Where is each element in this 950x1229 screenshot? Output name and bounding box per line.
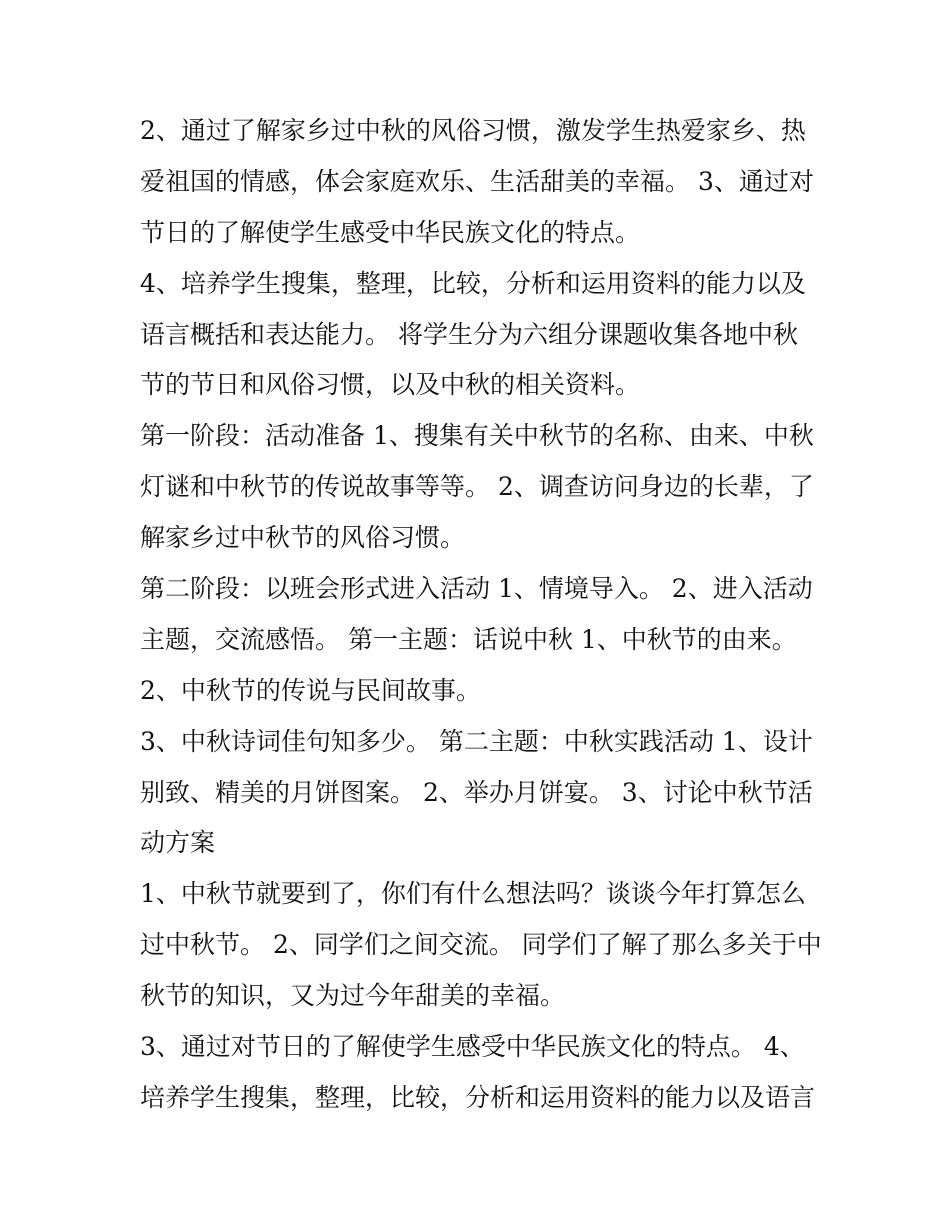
text-line: 3、通过对节日的了解使学生感受中华民族文化的特点。 4、: [140, 1032, 805, 1062]
text-line: 解家乡过中秋节的风俗习惯。: [140, 523, 466, 553]
paragraph-7: [140, 869, 820, 1022]
text-line: 动方案: [140, 828, 216, 858]
paragraph-6: [140, 717, 820, 870]
text-line: 节的节日和风俗习惯，以及中秋的相关资料。: [140, 370, 641, 400]
text-line: 爱祖国的情感，体会家庭欢乐、生活甜美的幸福。 3、通过对: [140, 166, 814, 196]
paragraph-4: [140, 564, 820, 666]
paragraph-8: [140, 1022, 820, 1124]
paragraph-2: [140, 259, 820, 412]
text-line: 2、通过了解家乡过中秋的风俗习惯，激发学生热爱家乡、热: [140, 116, 806, 145]
text-line: 秋节的知识，又为过今年甜美的幸福。: [140, 981, 566, 1011]
text-line: 过中秋节。 2、同学们之间交流。 同学们了解了那么多关于中: [140, 930, 822, 960]
text-line: 主题，交流感悟。 第一主题：话说中秋 1、中秋节的由来。: [140, 624, 797, 654]
text-line: 灯谜和中秋节的传说故事等等。 2、调查访问身边的长辈，了: [140, 472, 814, 502]
text-line: 节日的了解使学生感受中华民族文化的特点。: [140, 217, 641, 247]
text-line: 第一阶段：活动准备 1、搜集有关中秋节的名称、由来、中秋: [140, 421, 814, 451]
paragraph-5: [140, 666, 820, 717]
text-line: 别致、精美的月饼图案。 2、举办月饼宴。 3、讨论中秋节活: [140, 777, 813, 807]
paragraph-3: [140, 411, 820, 564]
text-line: 培养学生搜集，整理，比较，分析和运用资料的能力以及语言: [140, 1082, 816, 1112]
text-line: 4、培养学生搜集，整理，比较，分析和运用资料的能力以及: [140, 268, 806, 298]
text-line: 3、中秋诗词佳句知多少。 第二主题：中秋实践活动 1、设计: [140, 726, 813, 756]
paragraph-1: [140, 106, 820, 259]
text-line: 1、中秋节就要到了，你们有什么想法吗？谈谈今年打算怎么: [140, 879, 806, 909]
document-body: [140, 106, 820, 1124]
text-line: 2、中秋节的传说与民间故事。: [140, 675, 481, 705]
text-line: 语言概括和表达能力。 将学生分为六组分课题收集各地中秋: [140, 319, 798, 349]
text-line: 第二阶段：以班会形式进入活动 1、情境导入。 2、进入活动: [140, 574, 813, 604]
